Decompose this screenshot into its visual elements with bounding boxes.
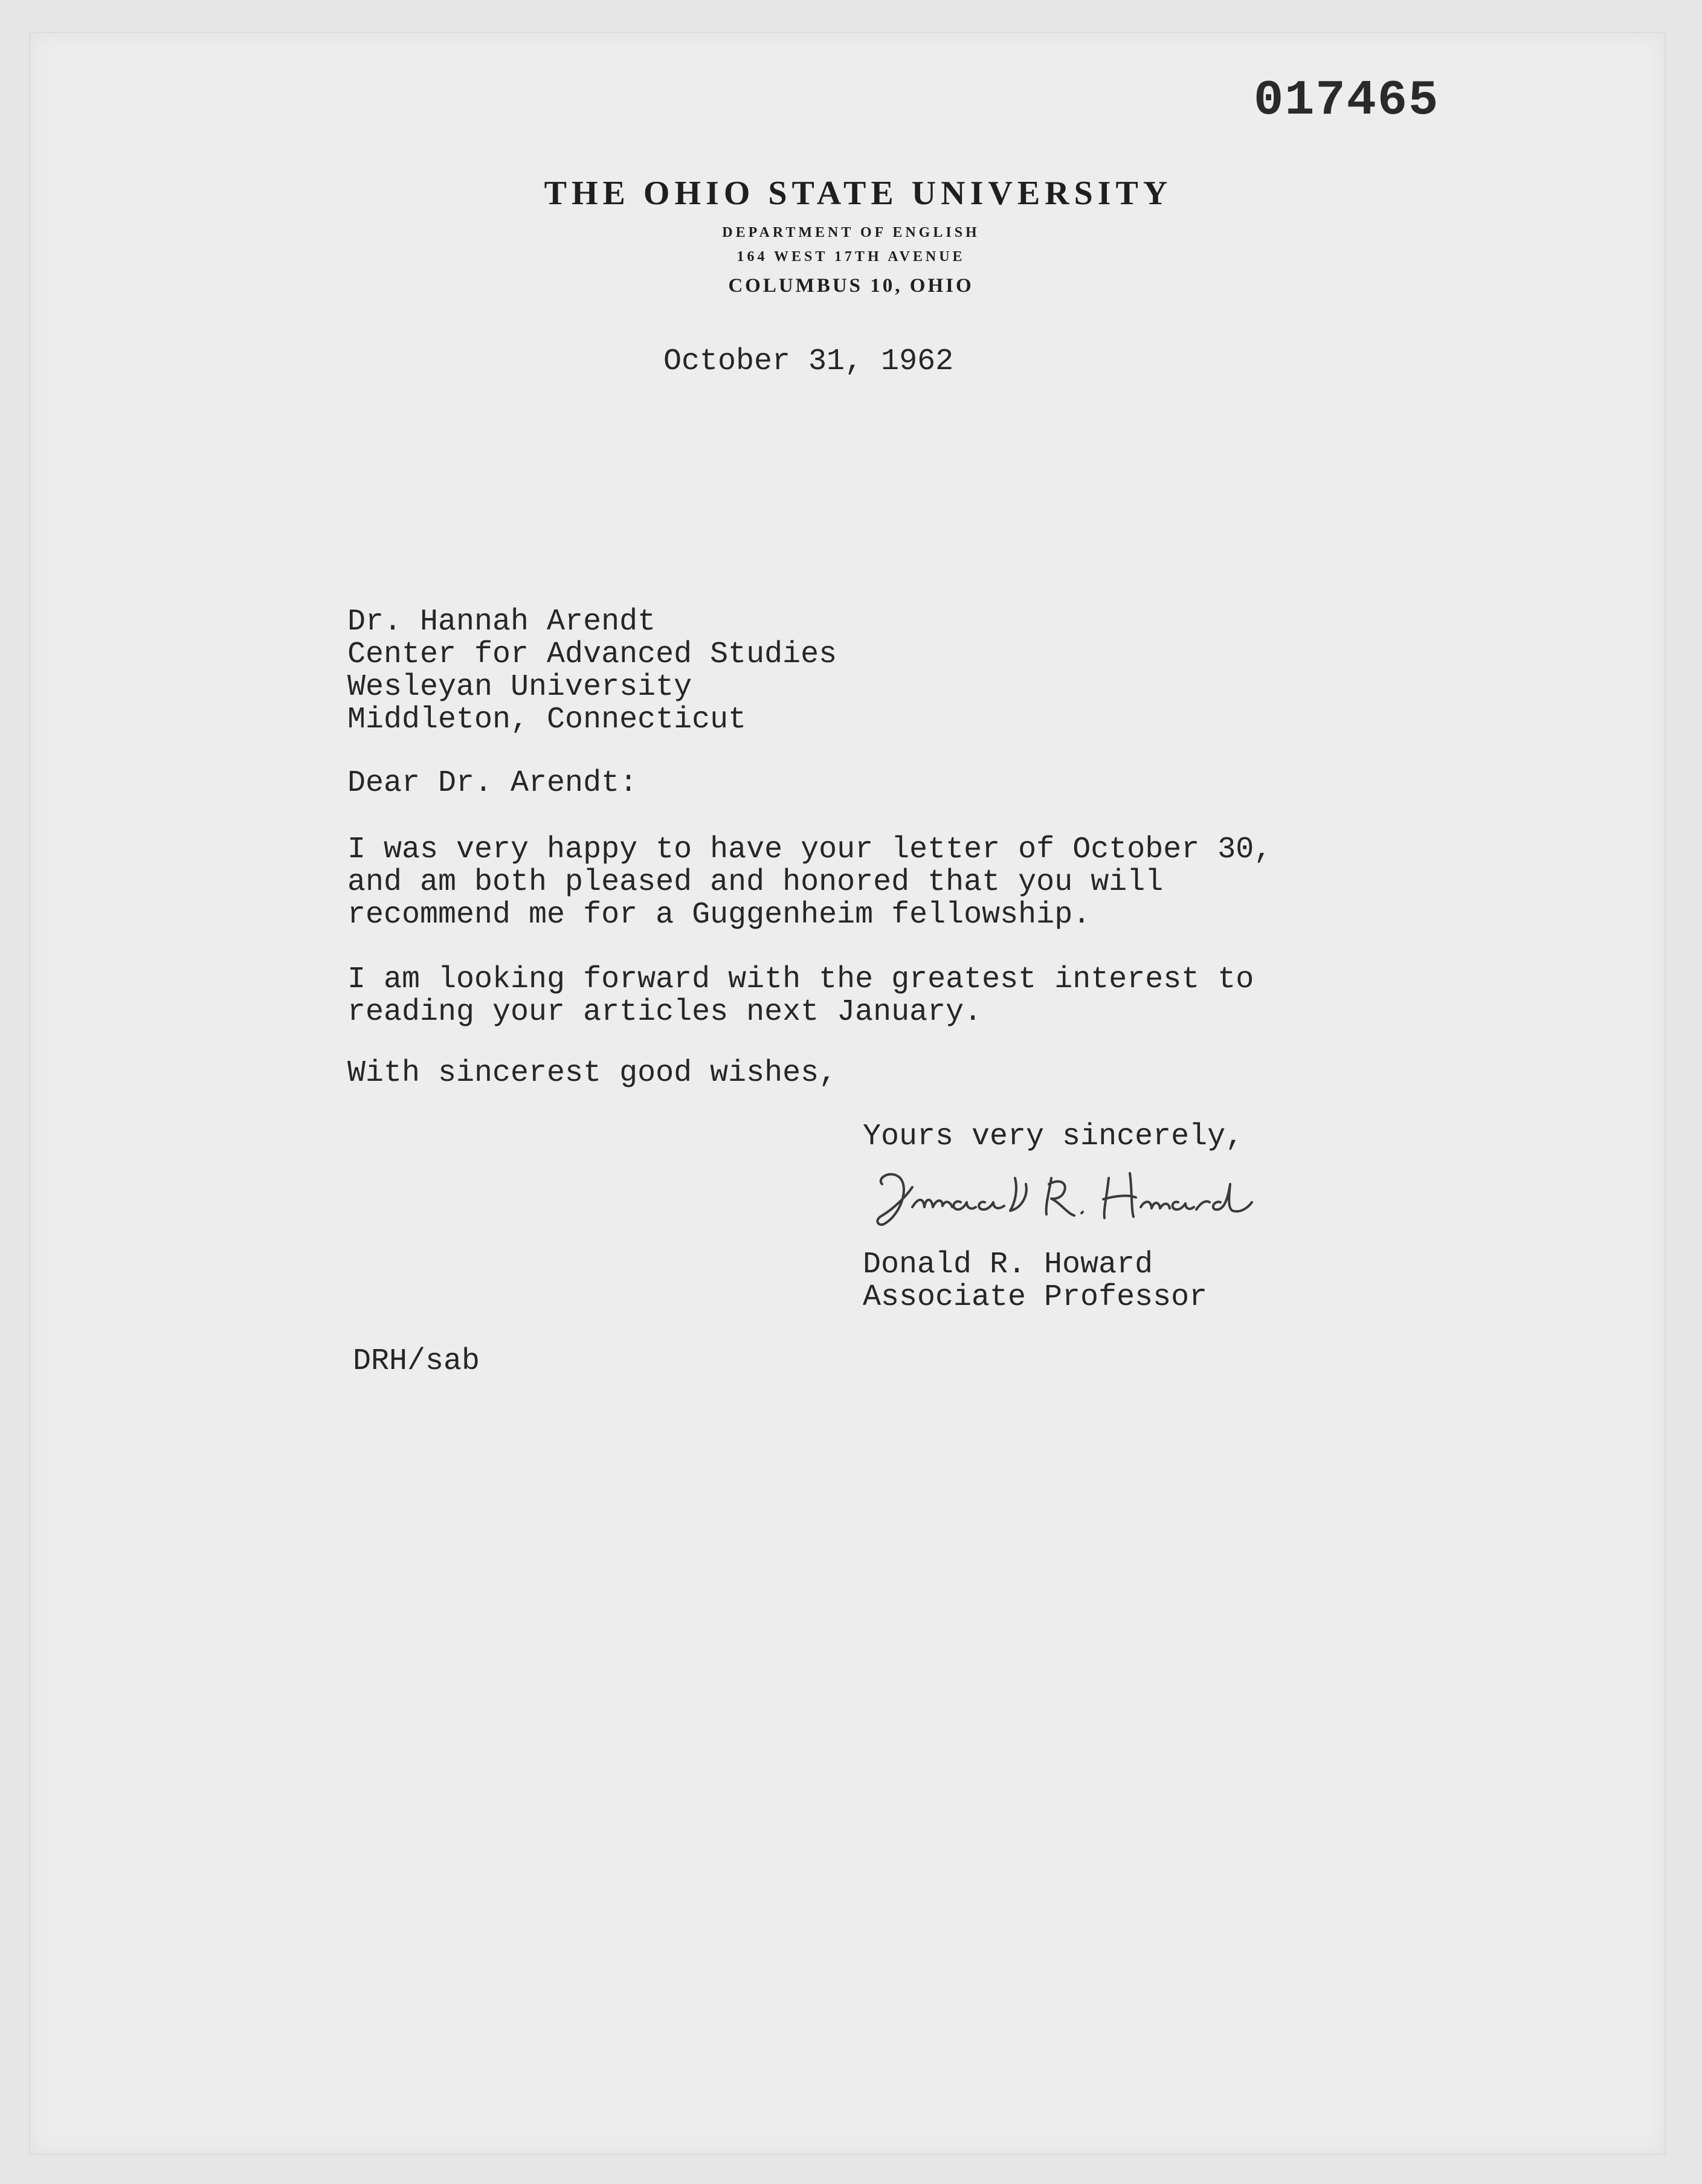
paragraph-2-line-2: reading your articles next January.	[347, 995, 982, 1029]
paragraph-1-line-1: I was very happy to have your letter of October 30,	[347, 833, 1272, 867]
valediction: Yours very sincerely,	[863, 1119, 1244, 1154]
signer-title: Associate Professor	[863, 1280, 1208, 1315]
closing-line: With sincerest good wishes,	[347, 1056, 837, 1090]
recipient-line-center: Center for Advanced Studies	[347, 637, 837, 672]
paragraph-1-line-3: recommend me for a Guggenheim fellowship.	[347, 898, 1091, 932]
document-number-stamp: 017465	[1254, 72, 1440, 129]
paragraph-2-line-1: I am looking forward with the greatest interest to	[347, 962, 1254, 997]
letterhead-street: 164 WEST 17TH AVENUE	[737, 249, 965, 265]
salutation: Dear Dr. Arendt:	[347, 766, 638, 800]
letterhead-institution: THE OHIO STATE UNIVERSITY	[544, 175, 1173, 212]
letterhead-department: DEPARTMENT OF ENGLISH	[722, 225, 980, 240]
reference-initials: DRH/sab	[353, 1344, 480, 1379]
signer-name: Donald R. Howard	[863, 1248, 1153, 1282]
paragraph-1-line-2: and am both pleased and honored that you will	[347, 865, 1164, 900]
recipient-line-name: Dr. Hannah Arendt	[347, 605, 656, 639]
recipient-line-university: Wesleyan University	[347, 670, 692, 704]
handwritten-signature	[870, 1160, 1257, 1239]
letter-date: October 31, 1962	[663, 344, 954, 379]
letterhead-city: COLUMBUS 10, OHIO	[728, 275, 974, 297]
recipient-line-city: Middleton, Connecticut	[347, 703, 747, 737]
